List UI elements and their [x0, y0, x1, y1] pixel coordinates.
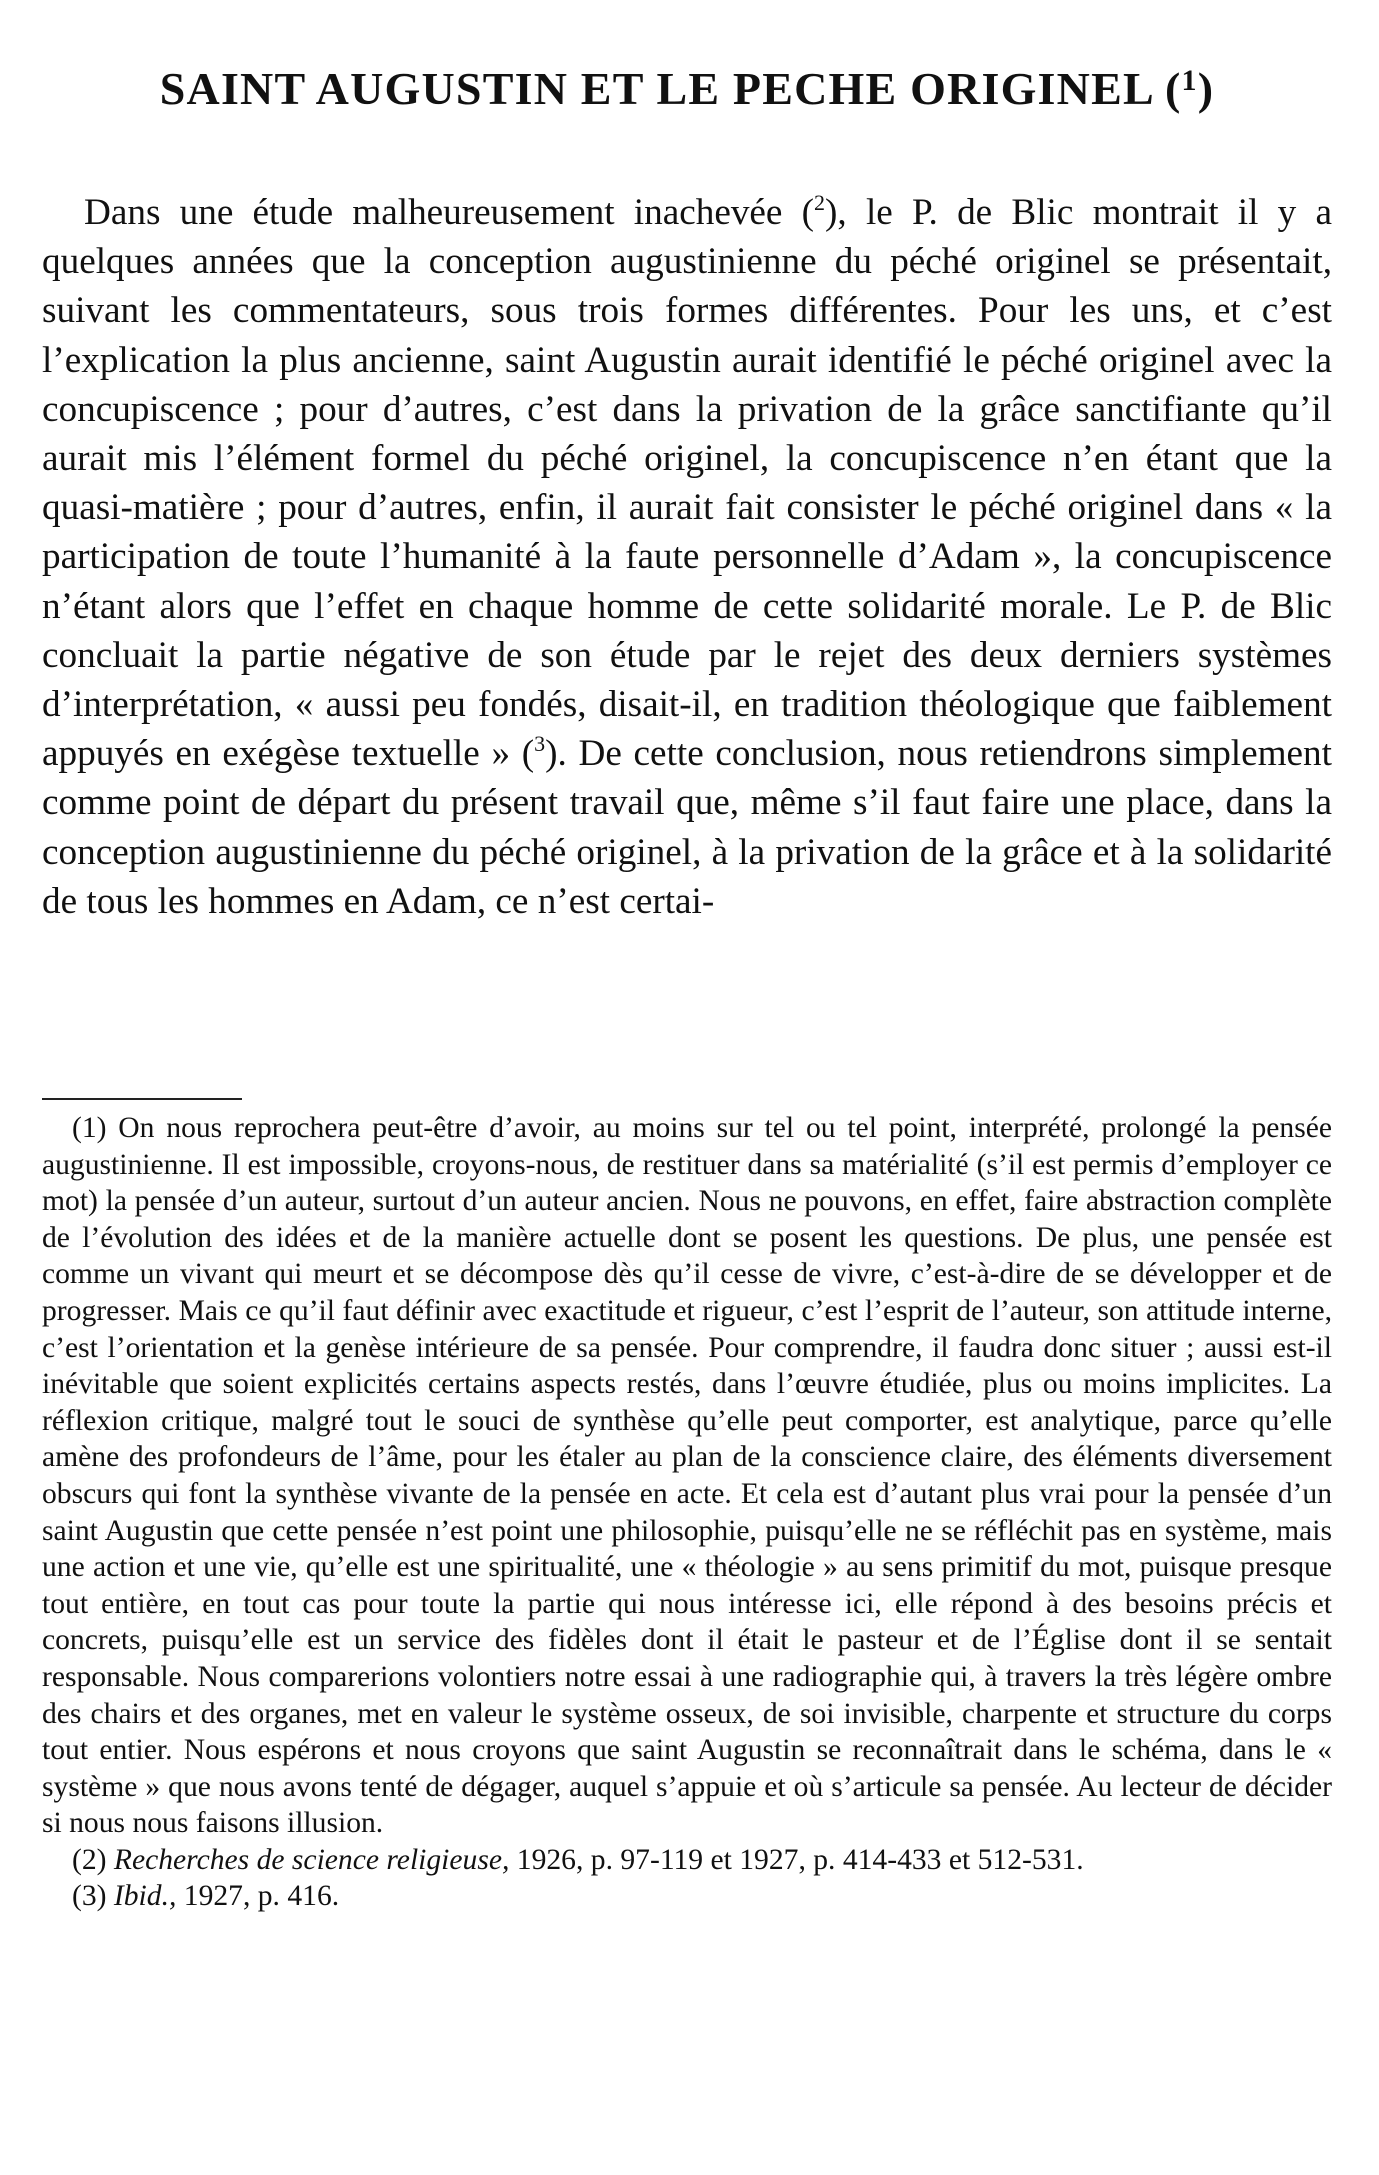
- footnote-2-journal: Recherches de science religieuse,: [113, 1843, 510, 1876]
- body-segment-1: Dans une étude malheureusement inachevée (: [84, 192, 815, 233]
- main-paragraph: [42, 188, 1332, 926]
- footnote-ref-3: 3: [534, 731, 546, 757]
- footnote-3-pages: 1927, p. 416.: [176, 1880, 340, 1913]
- footnote-1: (1) On nous reprochera peut-être d’avoir, au moins sur tel ou tel point, interprété, prolongé la pensée augustinienne. Il est impossible, croyons-nous, de restituer dans sa matérialité (s’il est permis d’employer ce mot) la pensée d’un auteur, surtout d’un auteur ancien. Nous ne pouvons, en effet, faire abstraction complète de l’évolution des idées et de la manière actuelle dont se posent les questions. De plus, une pensée est comme un vivant qui meurt et se décompose dès qu’il cesse de vivre, c’est-à-dire de se développer et de progresser. Mais ce qu’il faut définir avec exactitude et rigueur, c’est l’esprit de l’auteur, son attitude interne, c’est l’orientation et la genèse intérieure de sa pensée. Pour comprendre, il faudra donc situer ; aussi est-il inévitable que soient explicités certains aspects restés, dans l’œuvre étudiée, plus ou moins implicites. La réflexion critique, malgré tout le souci de synthèse qu’elle peut comporter, est analytique, parce qu’elle amène des profondeurs de l’âme, pour les étaler au plan de la conscience claire, des éléments diversement obscurs qui font la synthèse vivante de la pensée en acte. Et cela est d’autant plus vrai pour la pensée d’un saint Augustin que cette pensée n’est point une philosophie, puisqu’elle ne se réfléchit pas en système, mais une action et une vie, qu’elle est une spiritualité, une « théologie » au sens primitif du mot, puisque presque tout entière, en tout cas pour toute la partie qui nous intéresse ici, elle répond à des besoins précis et concrets, puisqu’elle est un service des fidèles dont il était le pasteur et de l’Église dont il se sentait responsable. Nous comparerions volontiers notre essai à une radiographie qui, à travers la très légère ombre des chairs et des organes, met en valeur le système osseux, de soi invisible, charpente et structure du corps tout entier. Nous espérons et nous croyons que saint Augustin se reconnaîtrait dans le schéma, dans le « système » que nous avons tenté de dégager, auquel s’appuie et où s’articule sa pensée. Au lecteur de décider si nous nous faisons illusion.: [42, 1112, 1332, 1840]
- footnote-3-ibid: Ibid.,: [113, 1880, 177, 1913]
- article-title-text: SAINT AUGUSTIN ET LE PECHE ORIGINEL: [159, 63, 1153, 114]
- body-segment-2: ), le P. de Blic montrait il y a quelques années que la conception augustinienne du péché originel se présentait, suivant les commentateurs, sous trois formes différentes. Pour les uns, et c’est l’explication la plus ancienne, saint Augustin aurait identifié le péché originel avec la concupiscence ; pour d’autres, c’est dans la privation de la grâce sanctifiante qu’il aurait mis l’élément formel du péché originel, la concupiscence n’en étant que la quasi-matière ; pour d’autres, enfin, il aurait fait consister le péché originel dans « la participation de toute l’humanité à la faute personnelle d’Adam », la concupiscence n’étant alors que l’effet en chaque homme de cette solidarité morale. Le P. de Blic concluait la partie négative de son étude par le rejet des deux derniers systèmes d’interprétation, « aussi peu fondés, disait-il, en tradition théologique que faiblement appuyés en exégèse textuelle » (: [42, 192, 1332, 775]
- footnote-2: [42, 1842, 1332, 1879]
- footnote-2-number: (2): [72, 1843, 114, 1876]
- footnote-3: [42, 1878, 1332, 1915]
- title-footnote-ref: 1: [1181, 64, 1198, 97]
- footnote-separator: [42, 1098, 242, 1100]
- footnote-2-pages: 1926, p. 97-119 et 1927, p. 414-433 et 512-531.: [509, 1843, 1084, 1876]
- article-title: SAINT AUGUSTIN ET LE PECHE ORIGINEL ($^1$): [159, 63, 1215, 114]
- body-segment-3: ). De cette conclusion, nous retiendrons simplement comme point de départ du présent travail que, même s’il faut faire une place, dans la conception augustinienne du péché originel, à la privation de la grâce et à la solidarité de tous les hommes en Adam, ce n’est certai-: [42, 733, 1332, 922]
- footnote-3-number: (3): [72, 1880, 114, 1913]
- footnotes: [42, 1110, 1332, 1915]
- footnote-ref-2: 2: [814, 190, 826, 215]
